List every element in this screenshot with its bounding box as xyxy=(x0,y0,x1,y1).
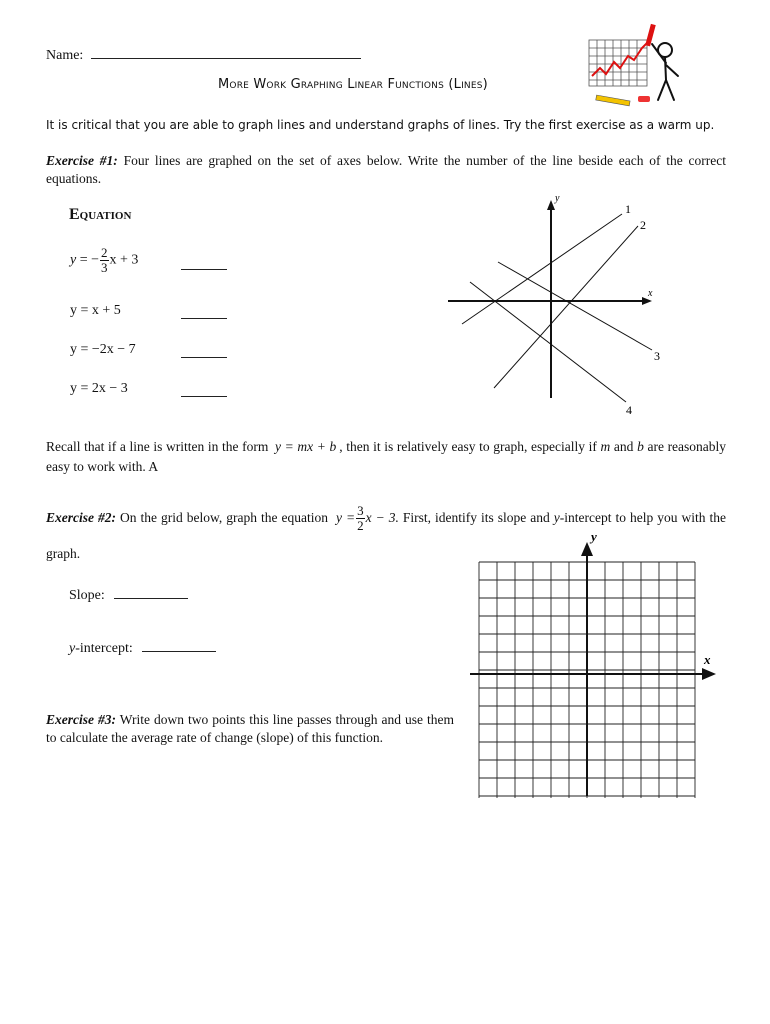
exercise2-text-2: First, identify its slope and xyxy=(402,510,550,525)
equation-3-blank[interactable] xyxy=(181,356,227,358)
graph-line-1 xyxy=(462,214,622,324)
exercise2-eq-rhs: x − 3. xyxy=(365,510,399,525)
exercise1-label: Exercise #1: xyxy=(46,153,118,168)
equation-1-op: = − xyxy=(79,252,100,268)
page-title: More Work Graphing Linear Functions (Lines) xyxy=(218,77,488,92)
exercise2-eq-den: 2 xyxy=(357,518,364,534)
stick-figure-chart-logo xyxy=(586,18,690,110)
equation-2-blank[interactable] xyxy=(181,317,227,319)
exercise1-prompt xyxy=(46,152,726,188)
recall-text-1: Recall that if a line is written in the form xyxy=(46,439,269,454)
slope-blank[interactable] xyxy=(114,598,188,599)
exercise2-eq-lhs: y = xyxy=(336,510,356,525)
grid-x-label: x xyxy=(704,652,711,667)
equation-1-den: 3 xyxy=(101,260,108,275)
equation-1-num: 2 xyxy=(101,245,108,260)
exercise2-text-1: On the grid below, graph the equation xyxy=(120,510,328,525)
exercise3-text: Write down two points this line passes through and use them to calculate the average rate of change (slope) of this function. xyxy=(46,712,454,745)
slope-row xyxy=(69,588,188,604)
name-label: Name: xyxy=(46,48,84,63)
yint-row xyxy=(69,641,216,657)
recall-text-3: are reasonably easy to work with. A xyxy=(46,439,727,474)
recall-form: y = mx + b xyxy=(275,439,337,454)
exercise2-eq-num: 3 xyxy=(357,503,364,519)
equation-1-rest: x + 3 xyxy=(109,252,139,268)
equation-heading: Equation xyxy=(69,206,132,223)
exercise1-text: Four lines are graphed on the set of axes below. Write the number of the line beside each of the correct equations. xyxy=(46,153,727,186)
yint-label: -intercept: xyxy=(75,641,133,656)
exercise2-y: y xyxy=(553,510,560,525)
graph-line-1-label: 1 xyxy=(625,202,631,216)
graph-x-label: x xyxy=(648,288,653,299)
graph-line-2-label: 2 xyxy=(640,218,646,232)
graph-line-3-label: 3 xyxy=(654,349,660,363)
graph-line-3 xyxy=(498,262,652,350)
grid-y-axis-arrow xyxy=(581,542,593,556)
recall-b: b xyxy=(637,439,644,454)
equation-1-fraction xyxy=(100,246,109,275)
recall-and: and xyxy=(613,439,634,454)
exercise2-text-3: -intercept to help you with the graph. xyxy=(46,510,727,561)
equation-1-blank[interactable] xyxy=(181,268,227,270)
name-blank[interactable] xyxy=(91,58,361,59)
exercise2-label: Exercise #2: xyxy=(46,510,116,525)
equation-1-lhs: y xyxy=(70,252,77,268)
exercise2-grid[interactable] xyxy=(464,528,724,798)
graph-line-2 xyxy=(494,226,638,388)
slope-label: Slope: xyxy=(69,588,105,603)
recall-text-2: , then it is relatively easy to graph, especially if xyxy=(339,439,597,454)
equation-3: y = −2x − 7 xyxy=(70,342,136,357)
graph-line-4-label: 4 xyxy=(626,403,632,417)
exercise1-graph xyxy=(440,190,680,422)
equation-1 xyxy=(70,246,138,275)
recall-m: m xyxy=(600,439,611,454)
intro-text: It is critical that you are able to graph lines and understand graphs of lines. Try the first exercise as a warm up. xyxy=(46,118,715,132)
y-axis-arrow xyxy=(547,200,555,210)
graph-y-label: y xyxy=(555,193,560,204)
name-row xyxy=(46,48,361,64)
exercise2-eq-fraction xyxy=(356,504,365,533)
yint-blank[interactable] xyxy=(142,651,216,652)
equation-4: y = 2x − 3 xyxy=(70,381,128,396)
equation-4-blank[interactable] xyxy=(181,395,227,397)
grid-x-axis-arrow xyxy=(702,668,716,680)
grid-y-label: y xyxy=(591,529,597,544)
exercise3-prompt xyxy=(46,711,454,747)
equation-2: y = x + 5 xyxy=(70,303,121,318)
yint-y: y xyxy=(69,641,76,656)
recall-paragraph xyxy=(46,437,726,477)
exercise3-label: Exercise #3: xyxy=(46,712,116,727)
